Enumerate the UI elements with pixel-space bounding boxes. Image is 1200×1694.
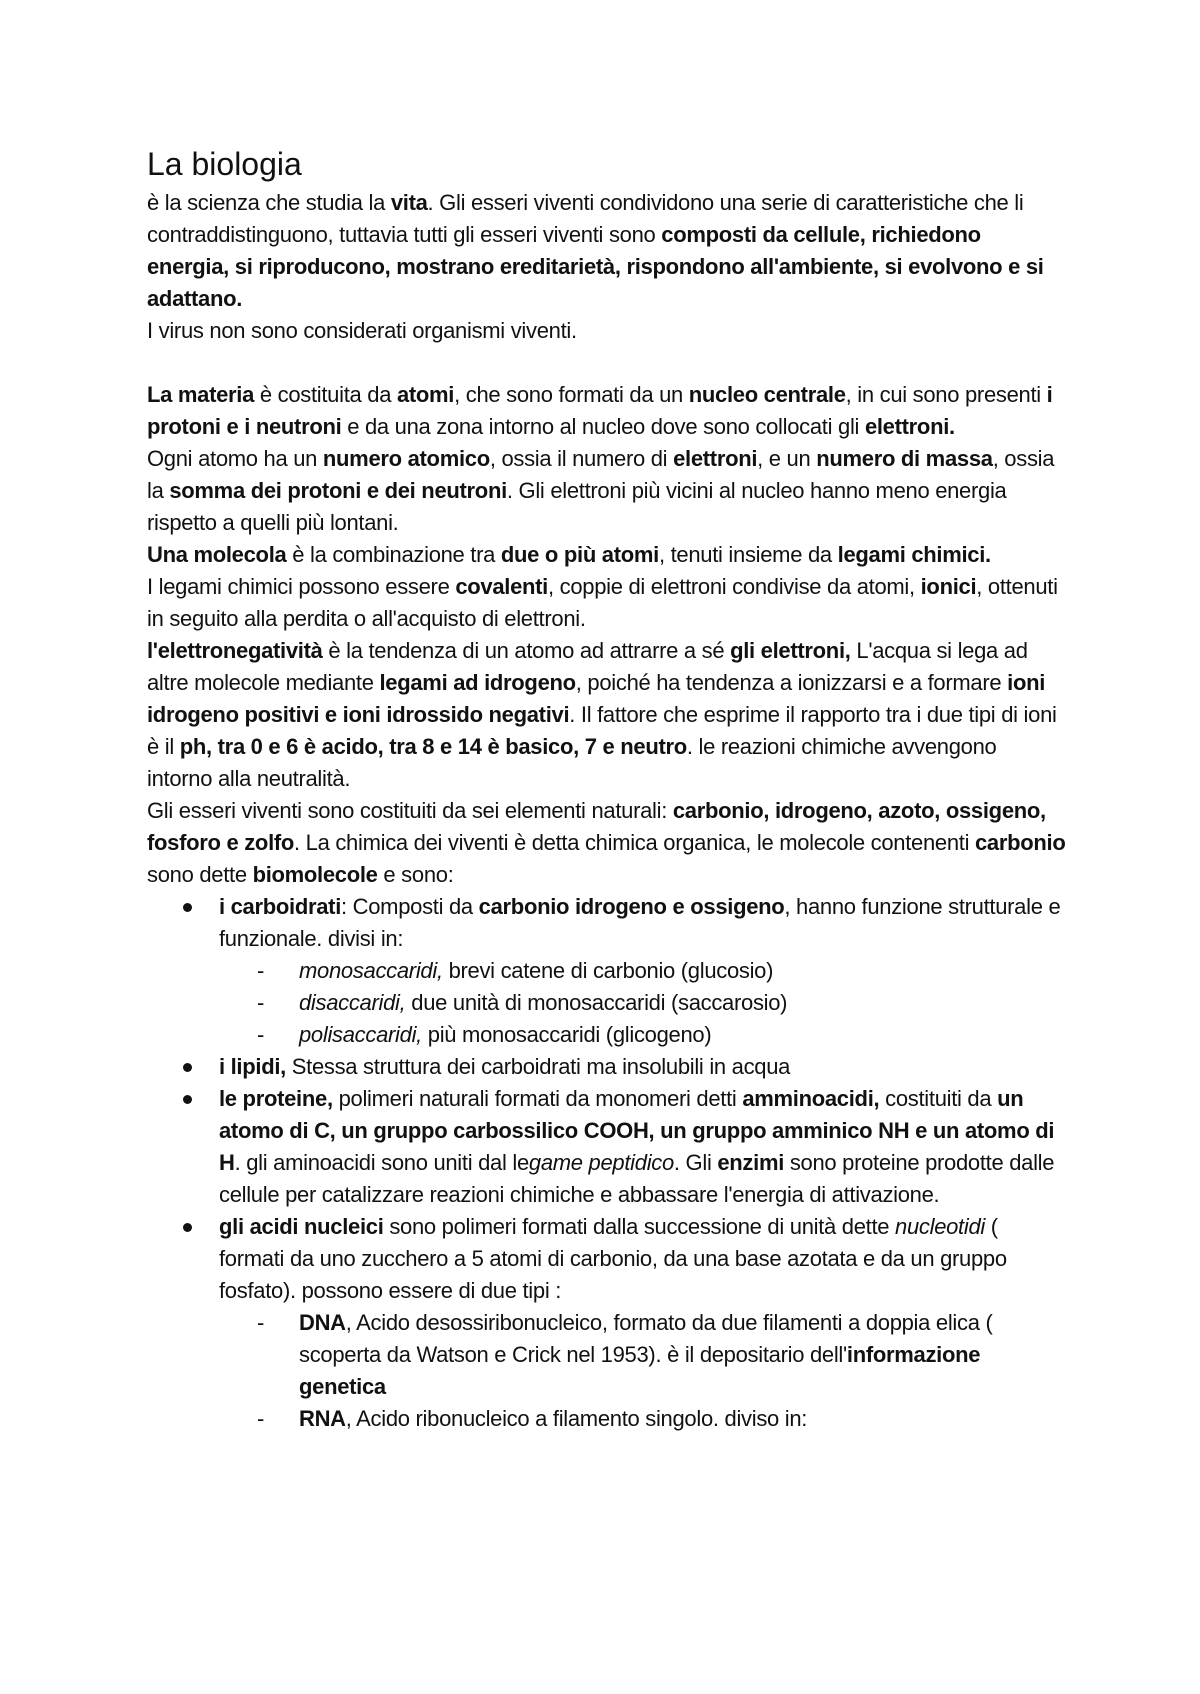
italic-text: polisaccaridi,	[299, 1022, 422, 1047]
bold-text: i lipidi,	[219, 1054, 286, 1079]
bold-text: le proteine,	[219, 1086, 333, 1111]
bold-text: biomolecole	[252, 862, 378, 887]
text-run: . le reazioni chimiche avvengono intorno alla neutralità.	[147, 734, 997, 791]
sub-list-item	[299, 1019, 1067, 1051]
sub-list	[219, 955, 1067, 1051]
list-item	[219, 1211, 1067, 1435]
text-run: : Composti da	[341, 894, 479, 919]
text-run: polimeri naturali formati da monomeri detti	[332, 1086, 743, 1111]
text-run: , in cui sono presenti	[845, 382, 1047, 407]
blank-line	[147, 347, 1067, 379]
list-item	[219, 1051, 1067, 1083]
text-run: . La chimica dei viventi è detta chimica organica, le molecole contenenti	[294, 830, 975, 855]
text-run: ( formati da uno zucchero a 5 atomi di carbonio, da una base azotata e da un gruppo fosfato). possono essere di due tipi :	[219, 1214, 1007, 1303]
bold-text: amminoacidi,	[742, 1086, 880, 1111]
text-run: sono dette	[147, 862, 253, 887]
bold-text: carbonio, idrogeno, azoto, ossigeno, fosforo e zolfo	[147, 798, 1046, 855]
bold-text: RNA	[299, 1406, 346, 1431]
text-run: è la combinazione tra	[286, 542, 501, 567]
text-run: . Il fattore che esprime il rapporto tra i due tipi di ioni è il	[147, 702, 1057, 759]
text-run: I virus non sono considerati organismi viventi.	[147, 318, 577, 343]
bold-text: un atomo di C, un gruppo carbossilico COOH, un gruppo amminico NH e un atomo di H	[219, 1086, 1055, 1175]
document-body	[147, 141, 1067, 1435]
text-run: Ogni atomo ha un	[147, 446, 323, 471]
list-item	[219, 1083, 1067, 1211]
text-run: , ottenuti in seguito alla perdita o all'acquisto di elettroni.	[147, 574, 1058, 631]
bold-text: covalenti	[455, 574, 548, 599]
text-run: è la tendenza di un atomo ad attrarre a sé	[322, 638, 731, 663]
text-run: Stessa struttura dei carboidrati ma insolubili in acqua	[285, 1054, 791, 1079]
paragraphs	[147, 187, 1067, 891]
bold-text: due o più atomi	[500, 542, 659, 567]
text-run: , hanno funzione strutturale e funzionale. divisi in:	[219, 894, 1061, 951]
bold-text: atomi	[396, 382, 455, 407]
text-run: , Acido ribonucleico a filamento singolo. diviso in:	[345, 1406, 808, 1431]
biomolecule-list	[147, 891, 1067, 1435]
bold-text: legami chimici.	[837, 542, 991, 567]
text-run: . Gli esseri viventi condividono una serie di caratteristiche che li contraddistinguono, tuttavia tutti gli esseri viventi sono	[147, 190, 1024, 247]
italic-text: disaccaridi,	[299, 990, 406, 1015]
text-run: . Gli elettroni più vicini al nucleo hanno meno energia rispetto a quelli più lontani.	[147, 478, 1007, 535]
text-run: , tenuti insieme da	[658, 542, 838, 567]
bold-text: nucleo centrale	[688, 382, 846, 407]
text-run: è costituita da	[254, 382, 397, 407]
paragraph	[147, 443, 1067, 539]
bold-text: enzimi	[717, 1150, 785, 1175]
sub-list-item	[299, 1307, 1067, 1403]
text-run: è la scienza che studia la	[147, 190, 391, 215]
text-run: , e un	[757, 446, 817, 471]
bold-text: numero atomico	[322, 446, 490, 471]
italic-text: game peptidico	[528, 1150, 674, 1175]
paragraph	[147, 539, 1067, 571]
text-run: due unità di monosaccaridi (saccarosio)	[405, 990, 788, 1015]
text-run: . gli aminoacidi sono uniti dal le	[234, 1150, 529, 1175]
bold-text: informazione genetica	[299, 1342, 981, 1399]
bold-text: gli acidi nucleici	[219, 1214, 384, 1239]
italic-text: monosaccaridi,	[299, 958, 443, 983]
bold-text: vita	[390, 190, 428, 215]
text-run: I legami chimici possono essere	[147, 574, 456, 599]
paragraph	[147, 315, 1067, 347]
text-run: , ossia il numero di	[489, 446, 674, 471]
bold-text: ph, tra 0 e 6 è acido, tra 8 e 14 è basico, 7 e neutro	[179, 734, 687, 759]
bold-text: La materia	[147, 382, 255, 407]
bold-text: ionici	[920, 574, 977, 599]
text-run: , ossia la	[147, 446, 1055, 503]
text-run: e sono:	[377, 862, 454, 887]
text-run: Gli esseri viventi sono costituiti da sei elementi naturali:	[147, 798, 673, 823]
bold-text: ioni idrogeno positivi e ioni idrossido negativi	[147, 670, 1046, 727]
paragraph	[147, 795, 1067, 891]
text-run: , coppie di elettroni condivise da atomi,	[548, 574, 921, 599]
bold-text: i protoni e i neutroni	[147, 382, 1053, 439]
paragraph	[147, 571, 1067, 635]
page-title: La biologia	[147, 146, 302, 182]
text-run: , Acido desossiribonucleico, formato da due filamenti a doppia elica ( scoperta da Watson e Crick nel 1953). è il depositario dell'	[299, 1310, 993, 1367]
paragraph	[147, 379, 1067, 443]
bold-text: elettroni	[673, 446, 758, 471]
bold-text: gli elettroni,	[730, 638, 851, 663]
text-run: , poiché ha tendenza a ionizzarsi e a formare	[575, 670, 1008, 695]
bold-text: l'elettronegatività	[147, 638, 323, 663]
bold-text: numero di massa	[816, 446, 993, 471]
text-run: sono polimeri formati dalla successione di unità dette	[383, 1214, 896, 1239]
text-run: , che sono formati da un	[454, 382, 689, 407]
list-item	[219, 891, 1067, 1051]
paragraph	[147, 187, 1067, 315]
sub-list-item	[299, 1403, 1067, 1435]
bold-text: i carboidrati	[219, 894, 342, 919]
bold-text: composti da cellule, richiedono energia, si riproducono, mostrano ereditarietà, rispondono all'ambiente, si evolvono e si adattano.	[147, 222, 1044, 311]
italic-text: nucleotidi	[895, 1214, 985, 1239]
text-run: L'acqua si lega ad altre molecole mediante	[147, 638, 1028, 695]
text-run: . Gli	[673, 1150, 718, 1175]
bold-text: somma dei protoni e dei neutroni	[169, 478, 507, 503]
text-run: costituiti da	[879, 1086, 998, 1111]
sub-list-item	[299, 987, 1067, 1019]
bold-text: carbonio	[975, 830, 1066, 855]
text-run: brevi catene di carbonio (glucosio)	[442, 958, 774, 983]
paragraph	[147, 635, 1067, 795]
bold-text: elettroni.	[864, 414, 955, 439]
bold-text: carbonio idrogeno e ossigeno	[478, 894, 785, 919]
sub-list	[219, 1307, 1067, 1435]
bold-text: Una molecola	[147, 542, 287, 567]
bold-text: DNA	[299, 1310, 346, 1335]
text-run: sono proteine prodotte dalle cellule per catalizzare reazioni chimiche e abbassare l'energia di attivazione.	[219, 1150, 1055, 1207]
bold-text: legami ad idrogeno	[379, 670, 576, 695]
text-run: più monosaccaridi (glicogeno)	[421, 1022, 712, 1047]
text-run: e da una zona intorno al nucleo dove sono collocati gli	[341, 414, 865, 439]
sub-list-item	[299, 955, 1067, 987]
